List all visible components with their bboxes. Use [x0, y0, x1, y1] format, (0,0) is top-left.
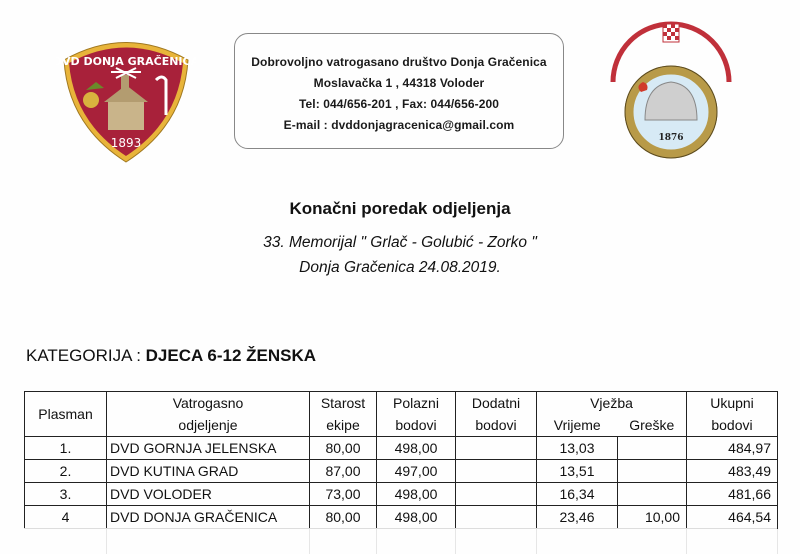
cell-odjeljenje: DVD KUTINA GRAD [107, 460, 310, 483]
cell-dodatni [456, 506, 537, 529]
cell-starost: 80,00 [310, 437, 377, 460]
header-ukupni-2: bodovi [687, 414, 778, 437]
cell-polazni: 498,00 [377, 483, 456, 506]
header-polazni-2: bodovi [377, 414, 456, 437]
cell-ukupni: 483,49 [687, 460, 778, 483]
contact-info-box [234, 33, 564, 149]
cell-vrijeme: 13,03 [537, 437, 618, 460]
table-row [25, 506, 778, 529]
cell-polazni: 497,00 [377, 460, 456, 483]
cell-greske: 10,00 [618, 506, 687, 529]
cell-ukupni: 481,66 [687, 483, 778, 506]
cell-starost: 87,00 [310, 460, 377, 483]
header-odjeljenje-2: odjeljenje [107, 414, 310, 437]
logo-year: 1893 [110, 136, 142, 150]
cell-odjeljenje: DVD GORNJA JELENSKA [107, 437, 310, 460]
header-greske: Greške [618, 414, 687, 437]
cell-starost: 80,00 [310, 506, 377, 529]
phone-fax: Tel: 044/656-201 , Fax: 044/656-200 [298, 97, 500, 111]
category-label: KATEGORIJA : [26, 346, 146, 365]
cell-greske [618, 460, 687, 483]
cell-dodatni [456, 483, 537, 506]
cell-ukupni: 464,54 [687, 506, 778, 529]
event-name: 33. Memorijal " Grlač - Golubić - Zorko " [263, 234, 537, 251]
dvd-donja-gracenica-logo [56, 30, 196, 165]
cell-plasman: 1. [25, 437, 107, 460]
cell-ukupni: 484,97 [687, 437, 778, 460]
cell-odjeljenje: DVD VOLODER [107, 483, 310, 506]
header-polazni-1: Polazni [377, 392, 456, 415]
organization-name: Dobrovoljno vatrogasano društvo Donja Gračenica [251, 55, 547, 69]
page-title: Konačni poredak odjeljenja [289, 199, 511, 218]
header-row-2 [25, 414, 778, 437]
results-table [24, 391, 778, 529]
header-row-1 [25, 392, 778, 415]
address: Moslavačka 1 , 44318 Voloder [313, 76, 485, 90]
cell-odjeljenje: DVD DONJA GRAČENICA [107, 506, 310, 529]
table-row [25, 437, 778, 460]
cell-vrijeme: 23,46 [537, 506, 618, 529]
header-starost-1: Starost [310, 392, 377, 415]
header-dodatni-2: bodovi [456, 414, 537, 437]
table-row [25, 483, 778, 506]
category-heading [26, 346, 316, 366]
cell-plasman: 3. [25, 483, 107, 506]
cell-starost: 73,00 [310, 483, 377, 506]
cell-plasman: 2. [25, 460, 107, 483]
email: E-mail : dvddonjagracenica@gmail.com [283, 118, 515, 132]
event-location-date: Donja Gračenica 24.08.2019. [299, 259, 501, 276]
cell-vrijeme: 13,51 [537, 460, 618, 483]
cell-dodatni [456, 437, 537, 460]
cell-greske [618, 483, 687, 506]
header-odjeljenje-1: Vatrogasno [107, 392, 310, 415]
header-vjezba: Vježba [537, 392, 687, 415]
category-value: DJECA 6-12 ŽENSKA [145, 346, 317, 365]
cell-greske [618, 437, 687, 460]
logo-text: DVD DONJA GRAČENICA [56, 55, 196, 68]
header-plasman: Plasman [25, 392, 107, 437]
cell-plasman: 4 [25, 506, 107, 529]
header-vrijeme: Vrijeme [537, 414, 618, 437]
cell-polazni: 498,00 [377, 437, 456, 460]
header-dodatni-1: Dodatni [456, 392, 537, 415]
table-row [25, 460, 778, 483]
header-starost-2: ekipe [310, 414, 377, 437]
cell-polazni: 498,00 [377, 506, 456, 529]
hvz-logo [605, 20, 737, 160]
logo-year: 1876 [658, 133, 684, 143]
cell-dodatni [456, 460, 537, 483]
cell-vrijeme: 16,34 [537, 483, 618, 506]
header-ukupni-1: Ukupni [687, 392, 778, 415]
scan-gridline-remnant [24, 528, 777, 554]
